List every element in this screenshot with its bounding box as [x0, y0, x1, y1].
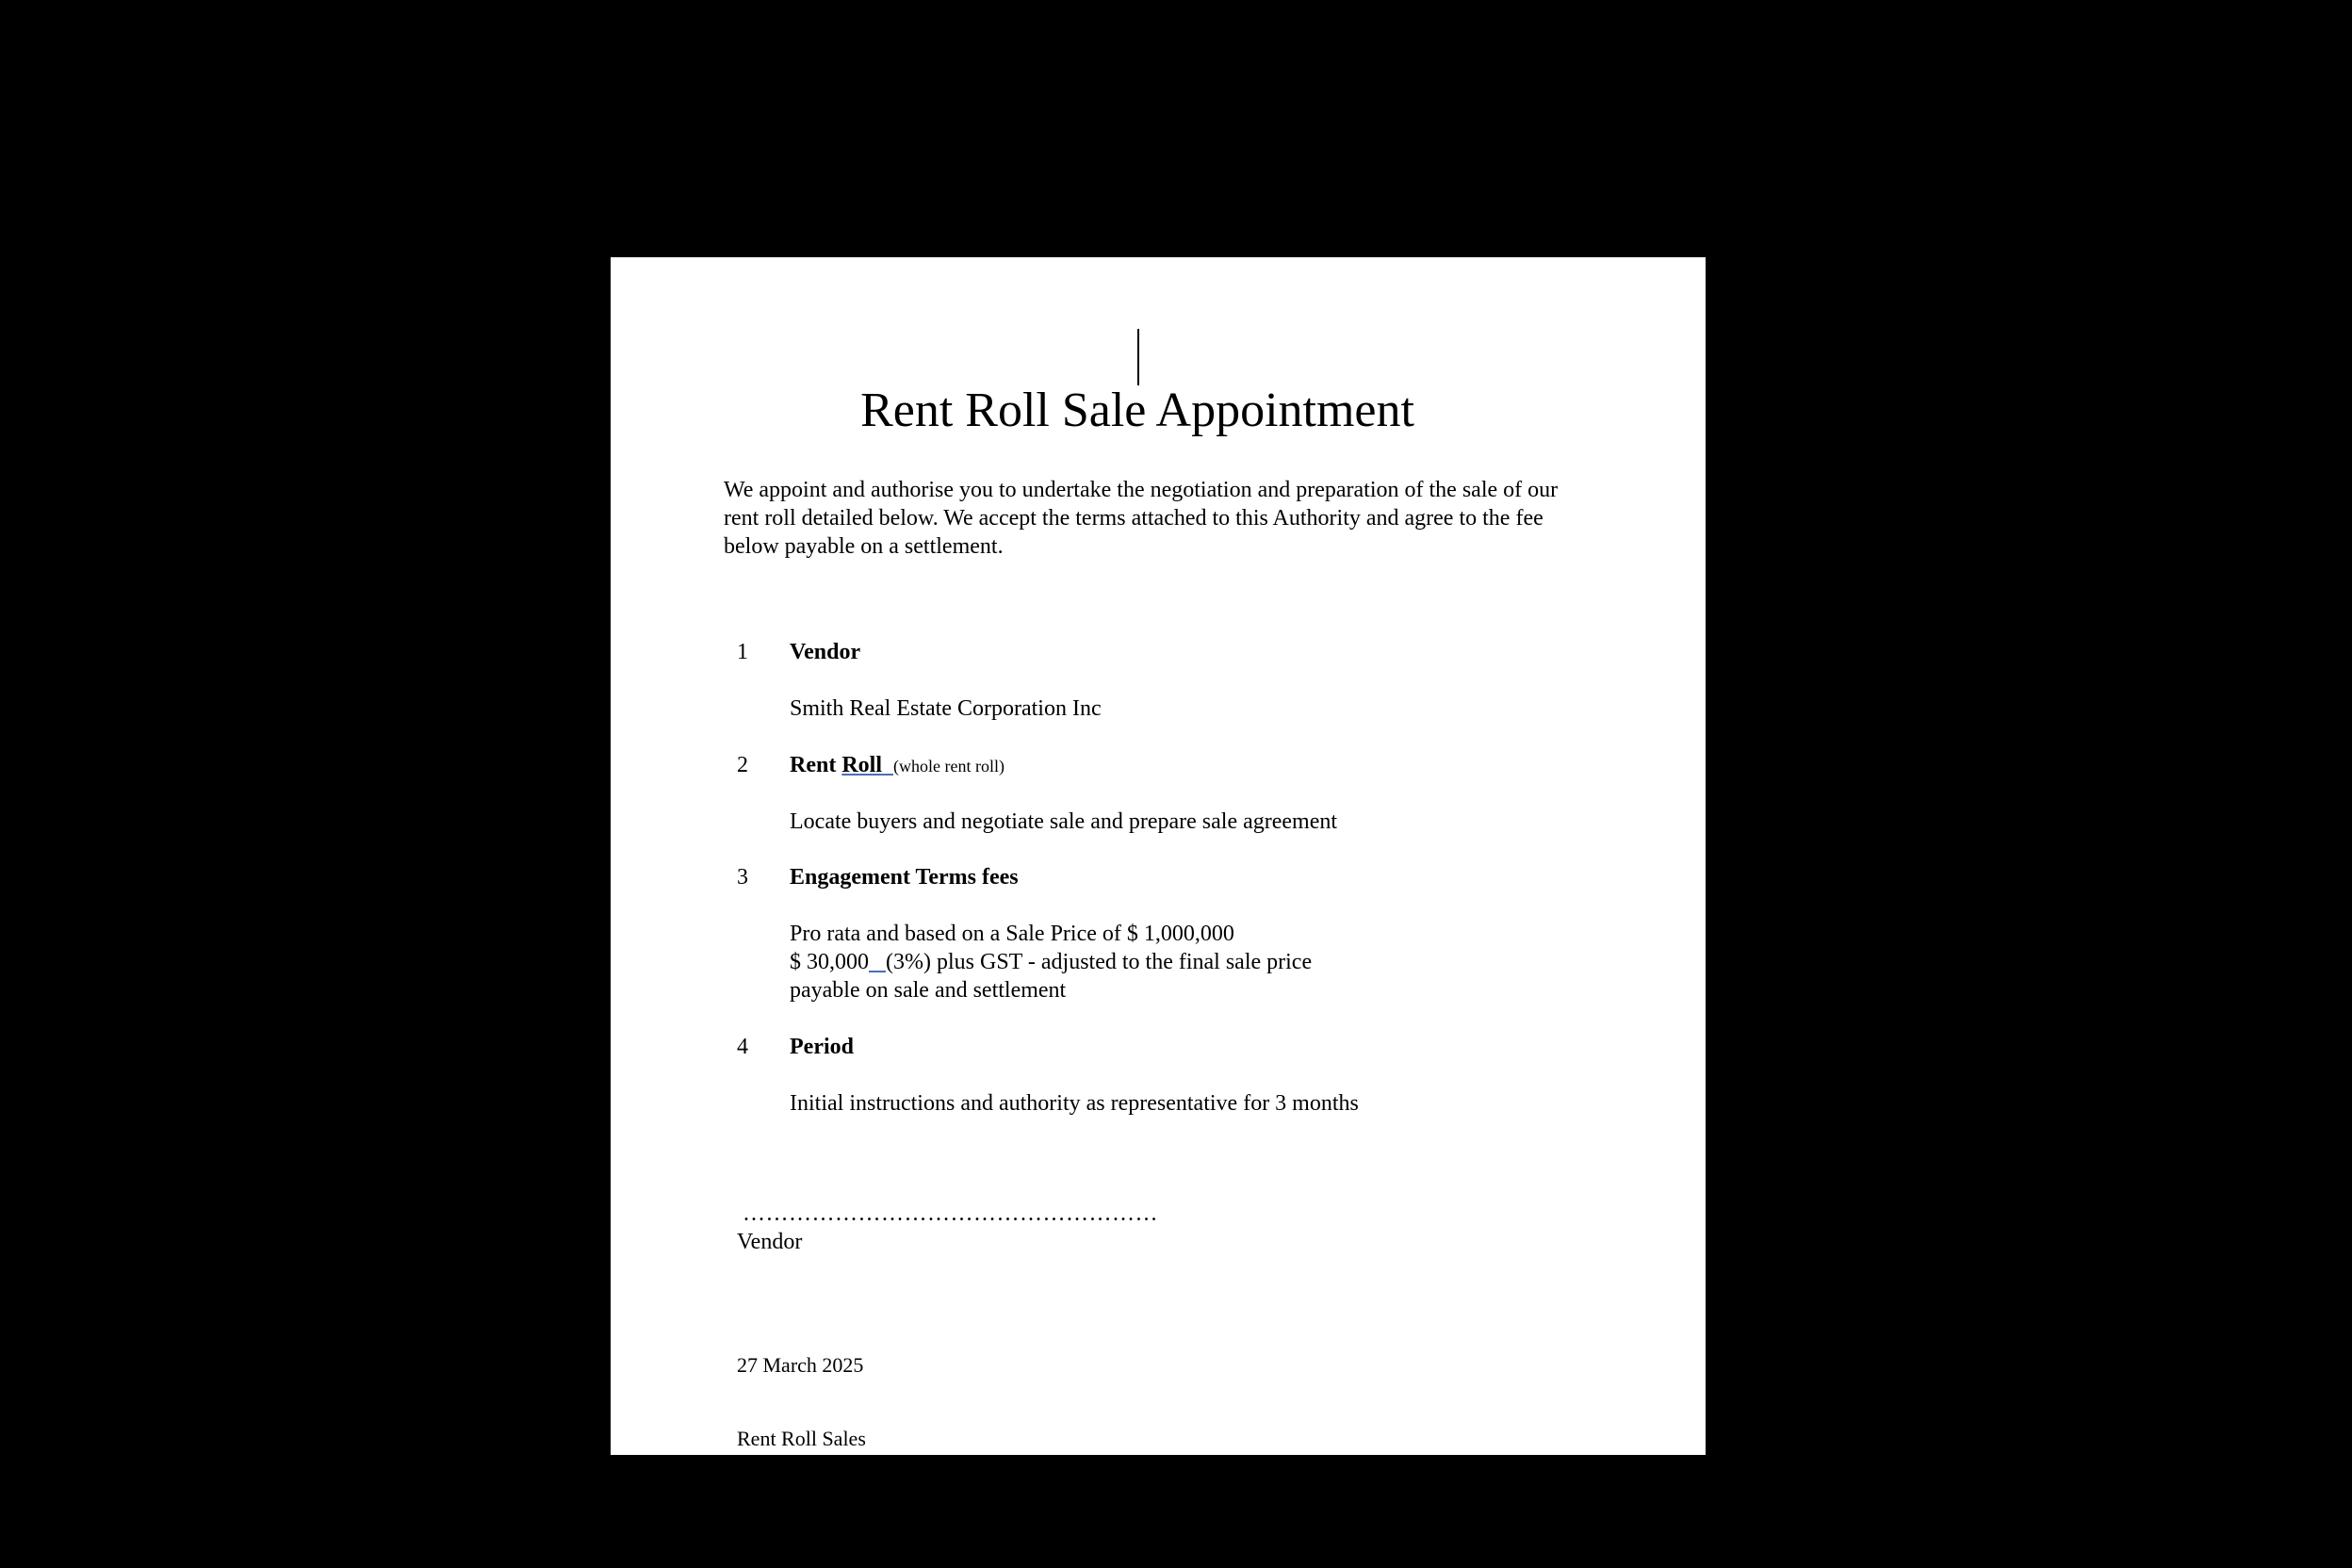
intro-line-3: below payable on a settlement. — [724, 534, 1004, 559]
section-3-line-1: Pro rata and based on a Sale Price of $ 1,000,000 — [790, 922, 1234, 946]
section-2-heading-main: Rent — [790, 753, 837, 777]
section-3-percent: (3%) plus GST - adjusted to the final sale price — [886, 950, 1313, 974]
document-page — [611, 257, 1706, 1455]
section-1-heading: Vendor — [790, 640, 861, 664]
section-4-number: 4 — [737, 1035, 748, 1059]
section-3-line-2 — [790, 948, 1312, 976]
section-2-number: 2 — [737, 753, 748, 777]
intro-line-1: We appoint and authorise you to undertake the negotiation and preparation of the sale of our — [724, 478, 1559, 502]
section-2-heading-underlined: Roll — [841, 753, 882, 777]
section-3-line-3: payable on sale and settlement — [790, 978, 1067, 1003]
section-3-number: 3 — [737, 865, 748, 890]
section-2-heading-note: (whole rent roll) — [893, 757, 1004, 776]
intro-paragraph — [724, 476, 1647, 561]
section-1-number: 1 — [737, 640, 748, 664]
section-2-heading-gap — [882, 753, 893, 777]
signature-line: ……………………………………………… — [743, 1201, 1158, 1226]
section-4-heading: Period — [790, 1035, 854, 1059]
document-title: Rent Roll Sale Appointment — [860, 384, 1414, 437]
section-3-amount: $ 30,000 — [790, 950, 869, 974]
intro-line-2: rent roll detailed below. We accept the terms attached to this Authority and agree to the fee — [724, 506, 1544, 531]
section-2-heading — [790, 751, 1004, 780]
section-4-text: Initial instructions and authority as representative for 3 months — [790, 1091, 1359, 1116]
footer-text: Rent Roll Sales — [737, 1427, 866, 1450]
signature-label: Vendor — [737, 1230, 803, 1254]
section-2-text: Locate buyers and negotiate sale and prepare sale agreement — [790, 809, 1338, 834]
section-3-amount-gap — [869, 950, 886, 974]
section-1-text: Smith Real Estate Corporation Inc — [790, 696, 1102, 721]
document-date: 27 March 2025 — [737, 1353, 864, 1377]
text-cursor — [1137, 329, 1139, 385]
section-3-heading: Engagement Terms fees — [790, 865, 1019, 890]
